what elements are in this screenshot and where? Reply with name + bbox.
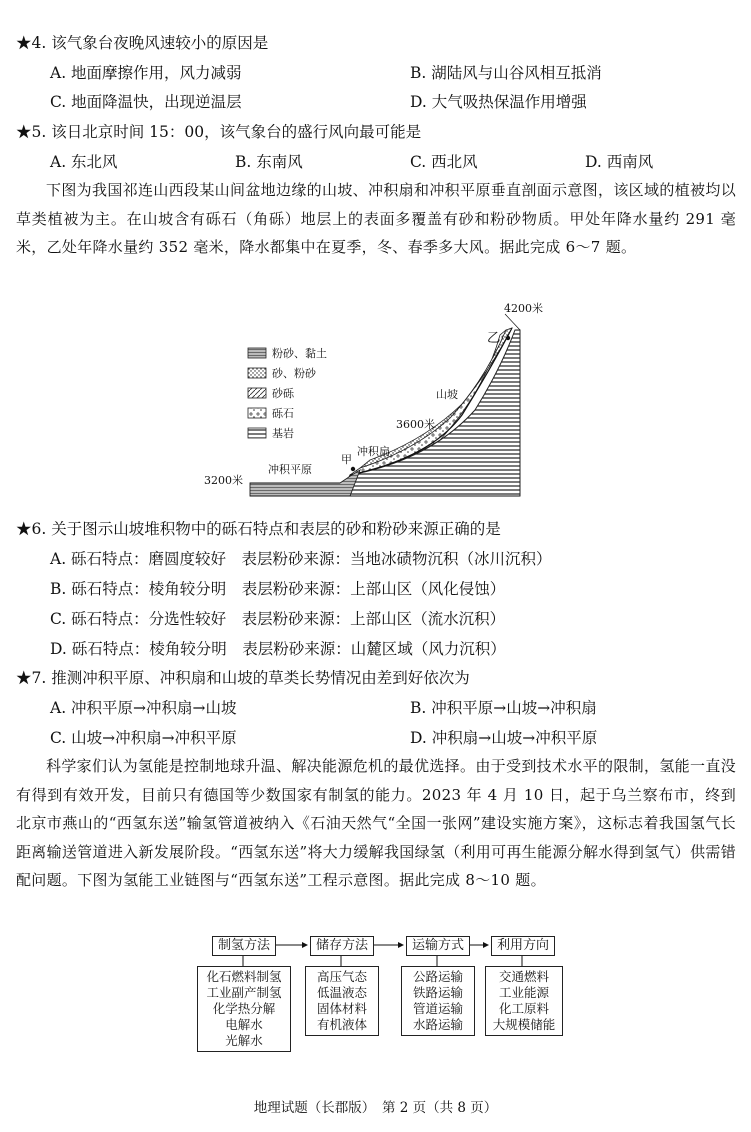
q7-option-c: C. 山坡→冲积扇→冲积平原 <box>50 729 237 747</box>
page-footer: 地理试题（长郡版） 第 2 页（共 8 页） <box>253 1100 498 1116</box>
q5-stem: ★5. 该日北京时间 15：00，该气象台的盛行风向最可能是 <box>16 123 422 141</box>
hydrogen-chain-figure <box>195 934 565 1048</box>
production-item: 工业副产制氢 <box>206 985 282 1000</box>
q7-option-a: A. 冲积平原→冲积扇→山坡 <box>50 699 237 717</box>
q6-option-c: C. 砾石特点：分选性较好 表层粉砂来源：上部山区（流水沉积） <box>50 610 506 628</box>
q5-option-c: C. 西北风 <box>410 153 478 171</box>
point-yi-label: 乙 <box>487 331 501 346</box>
q6-option-b: B. 砾石特点：棱角较分明 表层粉砂来源：上部山区（风化侵蚀） <box>50 580 506 598</box>
slope-label: 山坡 <box>436 388 458 401</box>
transport-item: 管道运输 <box>412 1001 463 1016</box>
storage-item: 高压气态 <box>316 969 367 984</box>
production-methods-box <box>197 966 291 1052</box>
production-item: 化石燃料制氢 <box>206 969 282 984</box>
header-production: 制氢方法 <box>212 936 276 956</box>
q4-option-c: C. 地面降温快，出现逆温层 <box>50 93 242 111</box>
q5-option-b: B. 东南风 <box>235 153 303 171</box>
transport-item: 公路运输 <box>412 969 463 984</box>
q4-option-a: A. 地面摩擦作用，风力减弱 <box>50 64 242 82</box>
storage-item: 固体材料 <box>316 1001 367 1016</box>
production-item: 化学热分解 <box>212 1001 276 1016</box>
legend-silt-clay: 粉砂、黏土 <box>272 347 327 360</box>
q4-option-b: B. 湖陆风与山谷风相互抵消 <box>410 64 602 82</box>
utilization-item: 大规模储能 <box>492 1017 556 1032</box>
q6-option-d: D. 砾石特点：棱角较分明 表层粉砂来源：山麓区域（风力沉积） <box>50 640 506 658</box>
q7-option-b: B. 冲积平原→山坡→冲积扇 <box>410 699 597 717</box>
transport-methods-box <box>401 966 475 1036</box>
header-utilization: 利用方向 <box>491 936 555 956</box>
legend-sand-silt: 砂、粉砂 <box>272 367 316 380</box>
q4-option-d: D. 大气吸热保温作用增强 <box>410 93 587 111</box>
passage-8-10: 科学家们认为氢能是控制地球升温、解决能源危机的最优选择。由于受到技术水平的限制，氢能一直没有得到有效开发，目前只有德国等少数国家有制氢的能力。2023 年 4 月 10 日，起于乌兰察布市，终到北京市燕山的“西氢东送”输氢管道被纳入《石油天然气“全国一张网”建设实施方案》，这标志着我国氢气长距离输送管道进入新发展阶段。“西氢东送”将大力缓解我国绿氢（利用可再生能源分解水得到氢气）供需错配问题。下图为氢能工业链图与“西氢东送”工程示意图。据此完成 8～10 题。 <box>16 757 736 889</box>
elevation-top-label: 4200米 <box>504 302 543 315</box>
storage-item: 有机液体 <box>316 1017 367 1032</box>
passage-6-7: 下图为我国祁连山西段某山间盆地边缘的山坡、冲积扇和冲积平原垂直剖面示意图，该区域的植被均以草类植被为主。在山坡含有砾石（角砾）地层上的表面多覆盖有砂和粉砂物质。甲处年降水量约 291 毫米，乙处年降水量约 352 毫米，降水都集中在夏季，冬、春季多大风。据此完成 6～7 题。 <box>16 181 736 256</box>
q4-stem: ★4. 该气象台夜晚风速较小的原因是 <box>16 34 269 52</box>
transport-item: 铁路运输 <box>412 985 463 1000</box>
q7-stem: ★7. 推测冲积平原、冲积扇和山坡的草类长势情况由差到好依次为 <box>16 669 470 687</box>
legend-sand-gravel: 砂砾 <box>272 387 294 400</box>
header-storage: 储存方法 <box>310 936 374 956</box>
point-jia-label: 甲 <box>341 453 352 466</box>
header-transport: 运输方式 <box>406 936 470 956</box>
legend-bedrock: 基岩 <box>272 427 294 440</box>
utilization-box <box>485 966 563 1036</box>
q7-option-d: D. 冲积扇→山坡→冲积平原 <box>410 729 598 747</box>
transport-item: 水路运输 <box>412 1017 463 1032</box>
alluvial-fan-label: 冲积扇 <box>357 445 390 458</box>
storage-methods-box <box>305 966 379 1036</box>
elevation-base-label: 3200米 <box>204 474 243 487</box>
production-item: 电解水 <box>225 1017 263 1032</box>
legend-gravel: 砾石 <box>272 407 294 420</box>
utilization-item: 工业能源 <box>498 985 549 1000</box>
storage-item: 低温液态 <box>316 985 367 1000</box>
q5-option-d: D. 西南风 <box>585 153 654 171</box>
q5-option-a: A. 东北风 <box>50 153 118 171</box>
alluvial-plain-label: 冲积平原 <box>268 463 312 476</box>
cross-section-figure <box>200 300 560 510</box>
utilization-item: 交通燃料 <box>498 969 549 984</box>
q6-option-a: A. 砾石特点：磨圆度较好 表层粉砂来源：当地冰碛物沉积（冰川沉积） <box>50 550 552 568</box>
utilization-item: 化工原料 <box>498 1001 549 1016</box>
q6-stem: ★6. 关于图示山坡堆积物中的砾石特点和表层的砂和粉砂来源正确的是 <box>16 520 501 538</box>
elevation-mid-label: 3600米 <box>396 418 435 431</box>
production-item: 光解水 <box>225 1033 263 1048</box>
